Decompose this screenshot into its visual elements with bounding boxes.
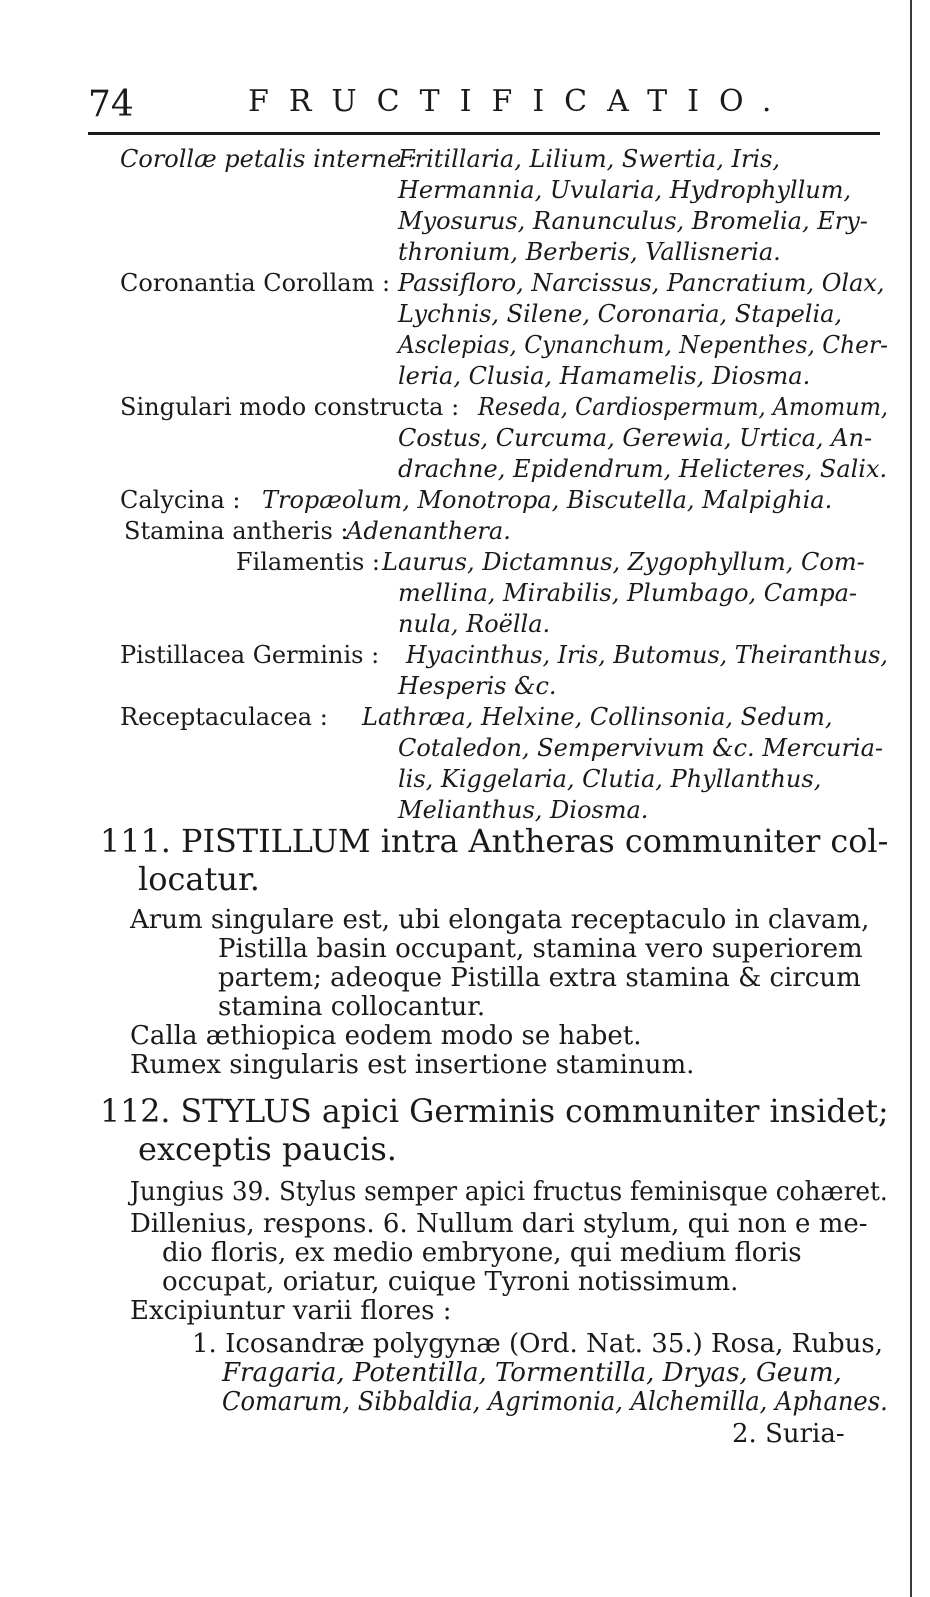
section-heading-continued: locatur. [138, 860, 260, 898]
running-title: FRUCTIFICATIO. [248, 84, 792, 119]
paragraph-line: Jungius 39. Stylus semper apici fructus feminisque cohæret. [130, 1177, 888, 1207]
section-heading-continued: exceptis paucis. [138, 1130, 397, 1168]
paragraph-line: Arum singulare est, ubi elongata receptaculo in clavam, [130, 905, 870, 935]
table-line: mellina, Mirabilis, Plumbago, Campa- [398, 579, 857, 607]
table-line: Hesperis &c. [398, 672, 557, 700]
page-edge-line [910, 0, 912, 1597]
table-label: Stamina antheris : [124, 517, 349, 545]
table-line: Cotaledon, Sempervivum &c. Mercuria- [398, 734, 884, 762]
paragraph-line: Excipiuntur varii flores : [130, 1296, 452, 1326]
table-line: Hermannia, Uvularia, Hydrophyllum, [398, 176, 852, 204]
table-label: Pistillacea Germinis : [120, 641, 380, 669]
table-line: Lychnis, Silene, Coronaria, Stapelia, [398, 300, 843, 328]
table-line: thronium, Berberis, Vallisneria. [398, 238, 781, 266]
table-line: lis, Kiggelaria, Clutia, Phyllanthus, [398, 765, 822, 793]
paragraph-line: occupat, oriatur, cuique Tyroni notissimum. [162, 1267, 739, 1297]
table-label: Coronantia Corollam : [120, 269, 391, 297]
table-label: Receptaculacea : [120, 703, 328, 731]
table-line: Tropæolum, Monotropa, Biscutella, Malpighia. [262, 486, 833, 514]
paragraph-line: Comarum, Sibbaldia, Agrimonia, Alchemilla, Aphanes. [222, 1387, 888, 1417]
table-line: Asclepias, Cynanchum, Nepenthes, Cher- [398, 331, 889, 359]
paragraph-line: Dillenius, respons. 6. Nullum dari stylum, qui non e me- [130, 1209, 868, 1239]
table-line: Melianthus, Diosma. [398, 796, 649, 824]
header-rule [88, 132, 880, 135]
table-label: Singulari modo constructa : [120, 393, 460, 421]
paragraph-line: 1. Icosandræ polygynæ (Ord. Nat. 35.) Rosa, Rubus, [192, 1329, 883, 1359]
paragraph-line: Rumex singularis est insertione staminum. [130, 1050, 695, 1080]
page-number: 74 [88, 84, 134, 125]
table-line: leria, Clusia, Hamamelis, Diosma. [398, 362, 811, 390]
table-label: Corollæ petalis interne : [120, 145, 417, 173]
table-line: Adenanthera. [346, 517, 511, 545]
section-heading: 112. STYLUS apici Germinis communiter insidet; [100, 1092, 889, 1130]
paragraph-line: partem; adeoque Pistilla extra stamina & circum [218, 963, 861, 993]
section-heading: 111. PISTILLUM intra Antheras communiter col- [100, 822, 889, 860]
table-label: Filamentis : [235, 548, 380, 576]
table-line: Lathræa, Helxine, Collinsonia, Sedum, [362, 703, 833, 731]
table-line: Reseda, Cardiospermum, Amomum, [478, 393, 889, 421]
paragraph-line: dio floris, ex medio embryone, qui medium floris [162, 1238, 802, 1268]
table-line: Laurus, Dictamnus, Zygophyllum, Com- [382, 548, 865, 576]
table-line: Passifloro, Narcissus, Pancratium, Olax, [398, 269, 885, 297]
table-line: Myosurus, Ranunculus, Bromelia, Ery- [398, 207, 868, 235]
paragraph-line: Pistilla basin occupant, stamina vero superiorem [218, 934, 863, 964]
table-line: Hyacinthus, Iris, Butomus, Theiranthus, [406, 641, 888, 669]
table-line: drachne, Epidendrum, Helicteres, Salix. [398, 455, 888, 483]
table-line: Fritillaria, Lilium, Swertia, Iris, [398, 145, 781, 173]
table-line: Costus, Curcuma, Gerewia, Urtica, An- [398, 424, 873, 452]
table-line: nula, Roëlla. [398, 610, 551, 638]
table-label: Calycina : [120, 486, 241, 514]
catchword: 2. Suria- [732, 1419, 845, 1449]
paragraph-line: Calla æthiopica eodem modo se habet. [130, 1021, 642, 1051]
paragraph-line: Fragaria, Potentilla, Tormentilla, Dryas, Geum, [222, 1358, 842, 1388]
paragraph-line: stamina collocantur. [218, 992, 486, 1022]
page-header [88, 84, 878, 134]
